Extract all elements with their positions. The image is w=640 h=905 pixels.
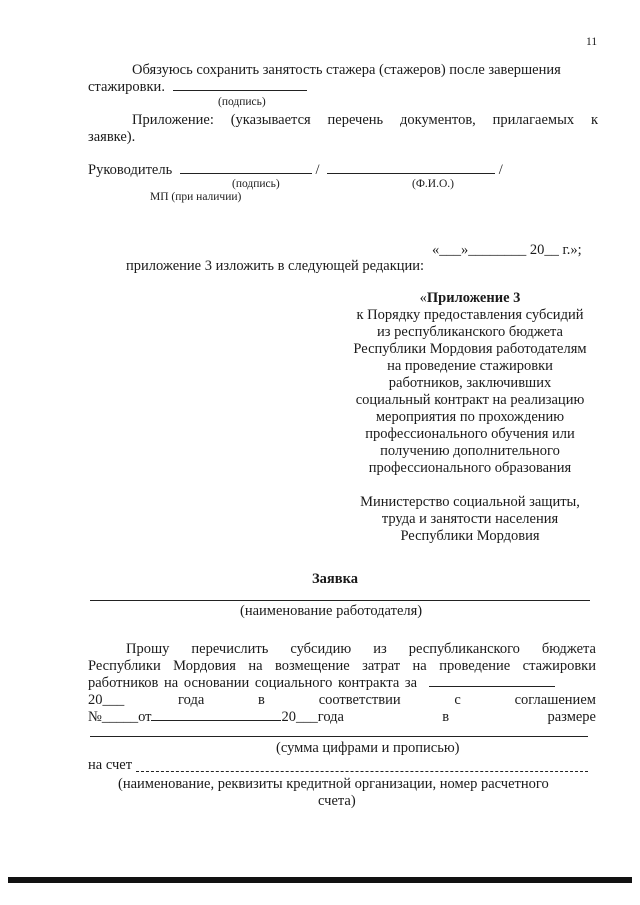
date-line: «___»________ 20__ г.»; xyxy=(432,242,582,258)
manager-fio-line xyxy=(327,173,495,174)
row4-word: с xyxy=(454,692,461,708)
bank-caption-line-2: счета) xyxy=(318,793,356,809)
page-number: 11 xyxy=(586,36,598,48)
appendix-title xyxy=(330,290,610,307)
row4-word: соглашением xyxy=(514,692,596,708)
account-label: на счет xyxy=(88,757,133,773)
row4-word: 20___ xyxy=(88,692,125,708)
manager-fio-caption: (Ф.И.О.) xyxy=(412,178,454,190)
row5-word: 20___года xyxy=(281,709,344,725)
appendix-line: Республики Мордовия работодателям xyxy=(353,341,587,357)
ministry-line: труда и занятости населения xyxy=(381,511,559,527)
manager-label: Руководитель xyxy=(88,162,173,178)
manager-row xyxy=(88,162,503,179)
employer-name-line xyxy=(90,600,590,601)
commitment-line-2-text: стажировки. xyxy=(88,79,165,95)
row5-word: размере xyxy=(547,709,596,725)
sum-caption: (сумма цифрами и прописью) xyxy=(276,740,460,756)
appendix-line: профессионального образования xyxy=(368,460,572,476)
account-line xyxy=(136,771,588,772)
appendix-line: социальный контракт на реализацию xyxy=(355,392,585,408)
contract-period-line xyxy=(429,686,555,687)
appendix-line: профессионального обучения или xyxy=(365,426,575,442)
manager-sign-caption: (подпись) xyxy=(232,178,280,190)
signature-line xyxy=(173,90,307,91)
sum-line xyxy=(90,736,588,737)
application-title: Заявка xyxy=(312,571,358,587)
row5-word: в xyxy=(442,709,450,725)
appendix-line: работников, заключивших xyxy=(388,375,552,391)
commitment-line-2 xyxy=(88,79,307,96)
row4-word: в xyxy=(258,692,265,708)
attachment-line-1: Приложение: (указывается перечень документов, прилагаемых к xyxy=(132,112,598,128)
ministry-line: Министерство социальной защиты, xyxy=(360,494,580,510)
appendix-title-text: Приложение 3 xyxy=(426,290,521,306)
body-line-2: Республики Мордовия на возмещение затрат на проведение стажировки xyxy=(88,658,596,674)
body-line-4 xyxy=(88,692,596,709)
body-line-3 xyxy=(88,675,555,692)
ministry-line: Республики Мордовия xyxy=(400,528,540,544)
stamp-caption: МП (при наличии) xyxy=(150,191,242,203)
appendix-line: из республиканского бюджета xyxy=(377,324,563,340)
edit-note: приложение 3 изложить в следующей редакции: xyxy=(126,258,425,274)
appendix-line: к Порядку предоставления субсидий xyxy=(356,307,584,323)
manager-slash-2: / xyxy=(498,162,503,178)
row4-word: соответствии xyxy=(318,692,401,708)
account-row xyxy=(88,757,132,774)
body-line-3-text: работников на основании социального контракта за xyxy=(88,675,418,691)
signature-caption: (подпись) xyxy=(218,96,266,108)
appendix-line: мероприятия по прохождению xyxy=(375,409,565,425)
manager-slash-1: / xyxy=(315,162,320,178)
commitment-line-1: Обязуюсь сохранить занятость стажера (стажеров) после завершения xyxy=(132,62,561,78)
agreement-date-line xyxy=(151,720,281,721)
appendix-title-quote: « xyxy=(419,290,427,306)
appendix-line: получению дополнительного xyxy=(380,443,560,459)
attachment-line-2: заявке). xyxy=(88,129,136,145)
appendix-line: на проведение стажировки xyxy=(387,358,553,374)
body-line-5 xyxy=(88,709,596,726)
employer-caption: (наименование работодателя) xyxy=(240,603,423,619)
manager-signature-line xyxy=(180,173,312,174)
bottom-edge-bar xyxy=(8,877,632,883)
row5-word: №_____от xyxy=(88,709,152,725)
agreement-number-date xyxy=(88,709,344,726)
bank-caption-line-1: (наименование, реквизиты кредитной организации, номер расчетного xyxy=(118,776,549,792)
row4-word: года xyxy=(178,692,205,708)
appendix-block xyxy=(330,290,610,545)
body-line-1: Прошу перечислить субсидию из республиканского бюджета xyxy=(126,641,596,657)
